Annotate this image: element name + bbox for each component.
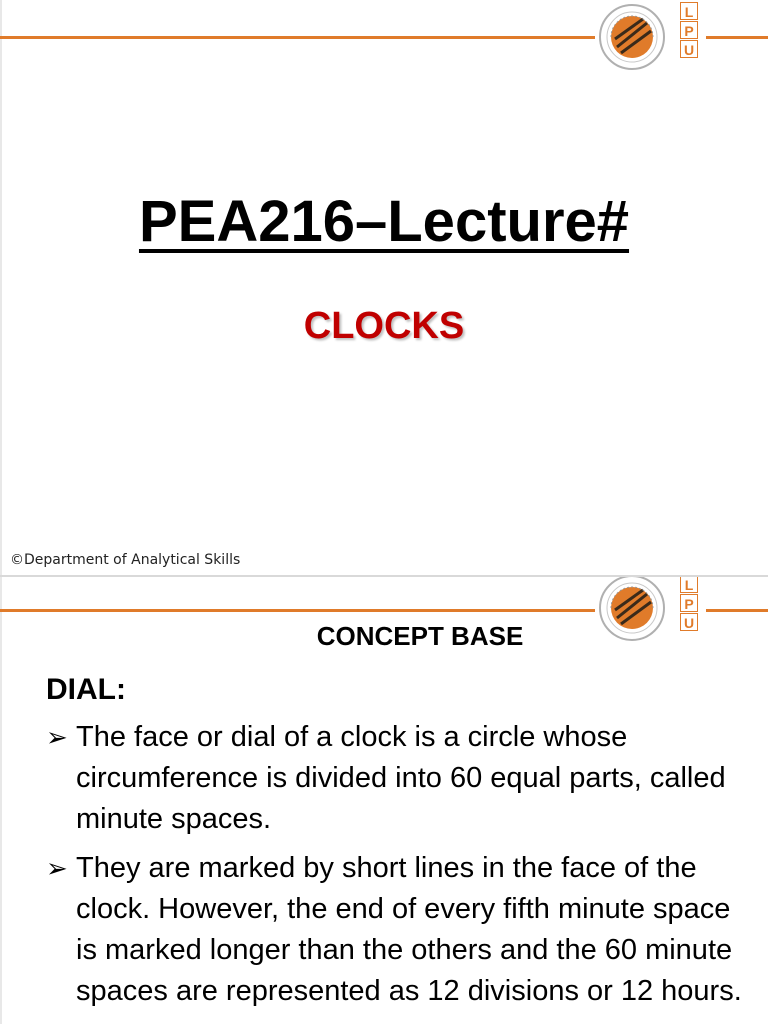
lecture-title: PEA216–Lecture# [138,189,630,254]
list-item [46,717,756,840]
lpu-letter-l: L [680,577,698,593]
lpu-letter-u: U [680,613,698,631]
lpu-letter-p: P [680,594,698,612]
header-rule-left [0,609,595,612]
lpu-letter-p: P [680,21,698,39]
slide-edge [0,0,2,575]
arrow-bullet-icon: ➢ [46,853,68,883]
concept-slide [0,577,768,1024]
topic-subtitle: CLOCKS [303,305,465,347]
lpu-letters [680,2,698,58]
lpu-letter-u: U [680,40,698,58]
bullet-list [46,717,756,1020]
lpu-seal-icon [597,3,667,71]
section-label: DIAL: [46,673,126,706]
copyright-text: ©Department of Analytical Skills [10,552,241,568]
bullet-text: They are marked by short lines in the face of the clock. However, the end of every fifth minute space is marked longer than the others and the 60 minute spaces are represented as 12 divisions or 12 hours. [76,852,742,1007]
arrow-bullet-icon: ➢ [46,722,68,752]
header-rule-left [0,36,595,39]
header-rule-right [706,609,768,612]
bullet-text: The face or dial of a clock is a circle whose circumference is divided into 60 equal parts, called minute spaces. [76,721,726,835]
lpu-letter-l: L [680,2,698,20]
header-rule-right [706,36,768,39]
concept-heading: CONCEPT BASE [316,621,524,651]
list-item [46,848,756,1012]
